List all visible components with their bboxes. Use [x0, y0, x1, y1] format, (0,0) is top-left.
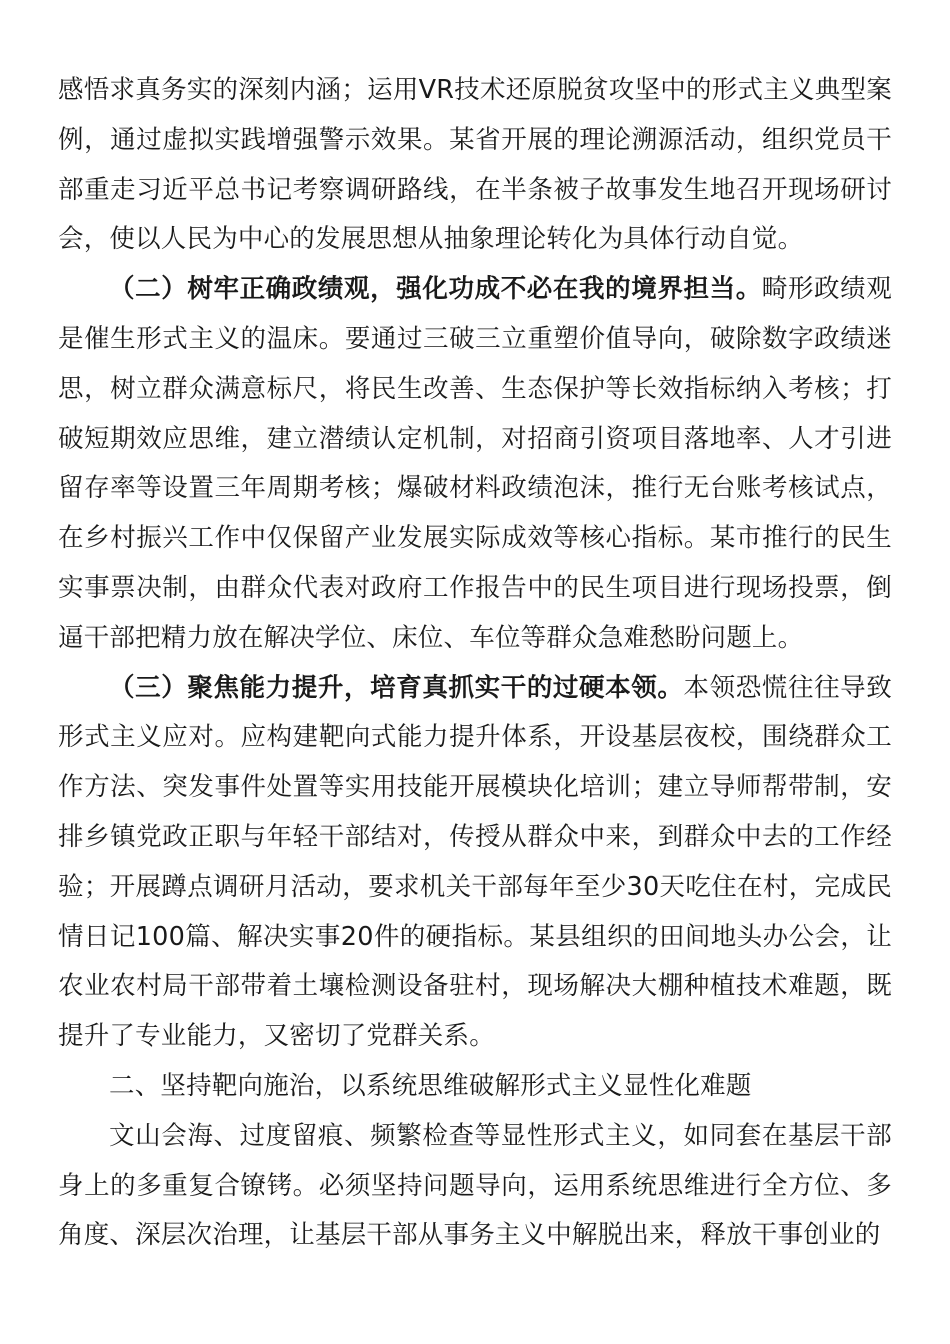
paragraph-text: 本领恐慌往往导致形式主义应对。应构建靶向式能力提升体系，开设基层夜校，围绕群众工作方法、突发事件处置等实用技能开展模块化培训；建立导师帮带制，安排乡镇党政正职与年轻干部结对，传授从群众中来，到群众中去的工作经验；开展蹲点调研月活动，要求机关干部每年至少30天吃住在村，完成民情日记100篇、解决实事20件的硬指标。某县组织的田间地头办公会，让农业农村局干部带着土壤检测设备驻村，现场解决大棚种植技术难题，既提升了专业能力，又密切了党群关系。 [58, 672, 892, 1052]
section-three-heading: （三）聚焦能力提升，培育真抓实干的过硬本领。 [109, 672, 684, 703]
paragraph-section-two [58, 265, 892, 663]
document-page [58, 66, 892, 1261]
section-two-heading: （二）树牢正确政绩观，强化功成不必在我的境界担当。 [109, 274, 762, 305]
paragraph-text: 文山会海、过度留痕、频繁检查等显性形式主义，如同套在基层干部身上的多重复合镣铐。必须坚持问题导向，运用系统思维进行全方位、多角度、深层次治理，让基层干部从事务主义中解脱出来，释放干事创业的 [58, 1120, 892, 1251]
chapter-heading [58, 1062, 892, 1112]
paragraph-text: 感悟求真务实的深刻内涵；运用VR技术还原脱贫攻坚中的形式主义典型案例，通过虚拟实践增强警示效果。某省开展的理论溯源活动，组织党员干部重走习近平总书记考察调研路线，在半条被子故事发生地召开现场研讨会，使以人民为中心的发展思想从抽象理论转化为具体行动自觉。 [58, 75, 892, 255]
chapter-heading-text: 二、坚持靶向施治，以系统思维破解形式主义显性化难题 [109, 1070, 752, 1101]
paragraph-chapter-intro [58, 1112, 892, 1261]
paragraph-continuation [58, 66, 892, 265]
paragraph-text: 畸形政绩观是催生形式主义的温床。要通过三破三立重塑价值导向，破除数字政绩迷思，树立群众满意标尺，将民生改善、生态保护等长效指标纳入考核；打破短期效应思维，建立潜绩认定机制，对招商引资项目落地率、人才引进留存率等设置三年周期考核；爆破材料政绩泡沫，推行无台账考核试点，在乡村振兴工作中仅保留产业发展实际成效等核心指标。某市推行的民生实事票决制，由群众代表对政府工作报告中的民生项目进行现场投票，倒逼干部把精力放在解决学位、床位、车位等群众急难愁盼问题上。 [58, 274, 892, 653]
paragraph-section-three [58, 664, 892, 1062]
